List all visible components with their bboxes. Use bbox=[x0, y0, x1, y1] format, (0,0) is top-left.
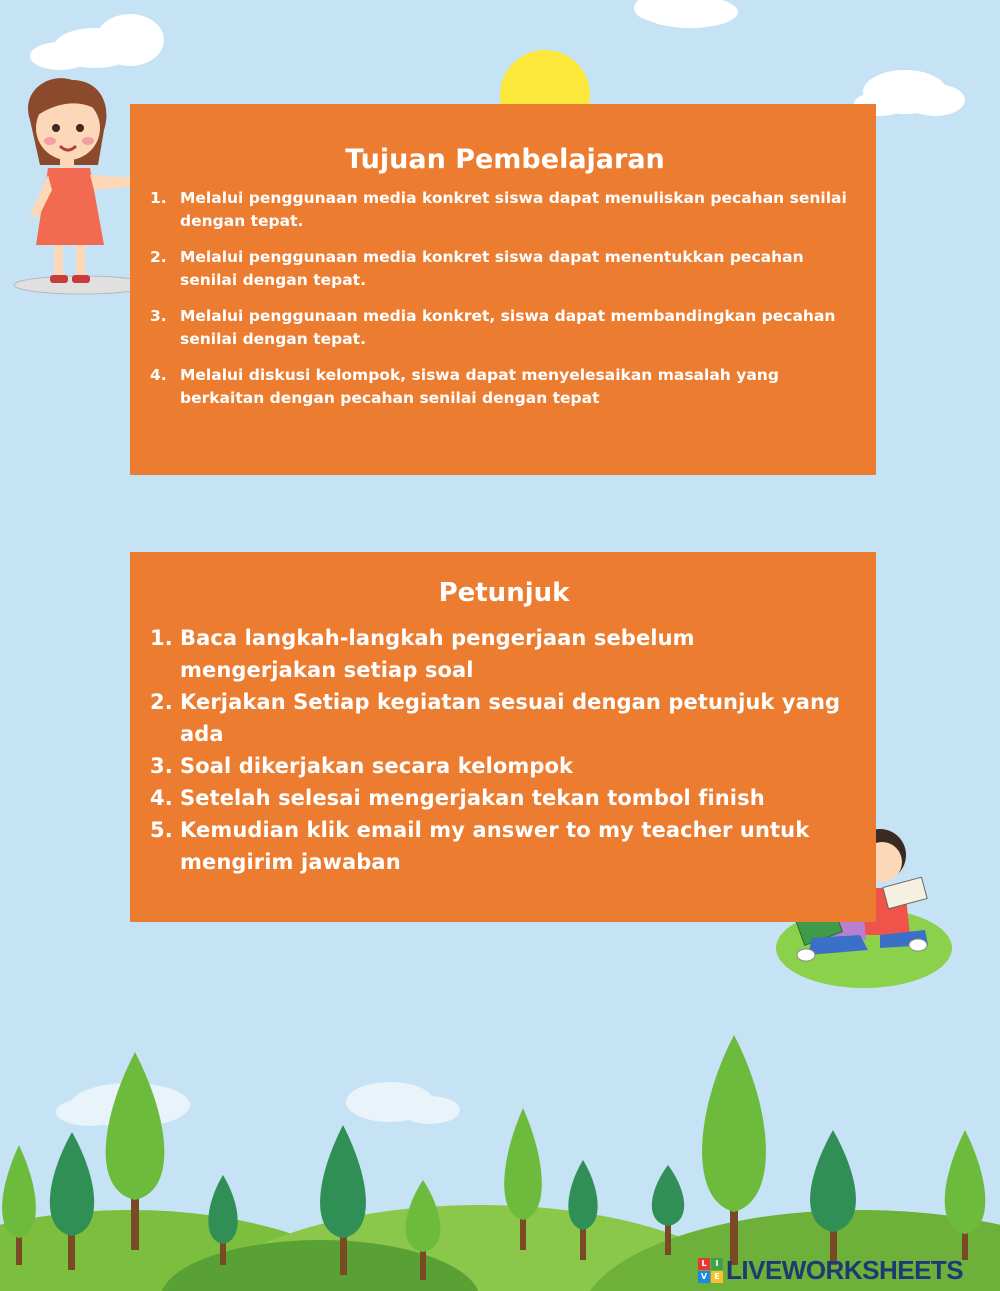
list-item bbox=[150, 782, 858, 814]
list-item-number: 2. bbox=[150, 248, 167, 266]
list-item-number: 5. bbox=[150, 818, 173, 842]
instructions-title: Petunjuk bbox=[438, 578, 570, 608]
learning-goals-title: Tujuan Pembelajaran bbox=[345, 144, 665, 175]
list-item-number: 3. bbox=[150, 754, 173, 778]
list-item-number: 1. bbox=[150, 189, 167, 207]
list-item bbox=[150, 187, 852, 233]
list-item bbox=[150, 246, 852, 292]
list-item-text: Melalui penggunaan media konkret, siswa dapat membandingkan pecahan senilai dengan tepat. bbox=[180, 307, 836, 348]
logo-text: LIVEWORKSHEETS bbox=[726, 1254, 964, 1285]
instructions-list bbox=[150, 622, 858, 878]
instructions-panel bbox=[130, 552, 876, 922]
list-item-text: Soal dikerjakan secara kelompok bbox=[180, 754, 574, 778]
list-item-number: 4. bbox=[150, 786, 173, 810]
logo-letter: I bbox=[711, 1258, 723, 1270]
list-item bbox=[150, 364, 852, 410]
list-item bbox=[150, 814, 858, 878]
list-item-text: Kerjakan Setiap kegiatan sesuai dengan petunjuk yang ada bbox=[180, 690, 841, 746]
list-item-text: Setelah selesai mengerjakan tekan tombol finish bbox=[180, 786, 765, 810]
list-item bbox=[150, 750, 858, 782]
list-item-text: Kemudian klik email my answer to my teacher untuk mengirim jawaban bbox=[180, 818, 810, 874]
list-item bbox=[150, 305, 852, 351]
list-item-text: Melalui diskusi kelompok, siswa dapat menyelesaikan masalah yang berkaitan dengan pecahan senilai dengan tepat bbox=[180, 366, 779, 407]
list-item-number: 2. bbox=[150, 690, 173, 714]
list-item-text: Melalui penggunaan media konkret siswa dapat menentukkan pecahan senilai dengan tepat. bbox=[180, 248, 804, 289]
list-item-number: 4. bbox=[150, 366, 167, 384]
list-item-number: 1. bbox=[150, 626, 173, 650]
learning-goals-list bbox=[150, 187, 852, 410]
list-item-text: Melalui penggunaan media konkret siswa dapat menuliskan pecahan senilai dengan tepat. bbox=[180, 189, 847, 230]
list-item-text: Baca langkah-langkah pengerjaan sebelum mengerjakan setiap soal bbox=[180, 626, 695, 682]
logo-mark-icon bbox=[698, 1258, 723, 1283]
learning-goals-panel bbox=[130, 104, 876, 475]
list-item bbox=[150, 622, 858, 686]
liveworksheets-logo[interactable] bbox=[698, 1255, 963, 1285]
logo-letter: L bbox=[698, 1258, 710, 1270]
list-item bbox=[150, 686, 858, 750]
cloud-icon bbox=[30, 14, 164, 70]
logo-letter: E bbox=[711, 1271, 723, 1283]
cloud-icon bbox=[634, 0, 738, 28]
list-item-number: 3. bbox=[150, 307, 167, 325]
logo-letter: V bbox=[698, 1271, 710, 1283]
